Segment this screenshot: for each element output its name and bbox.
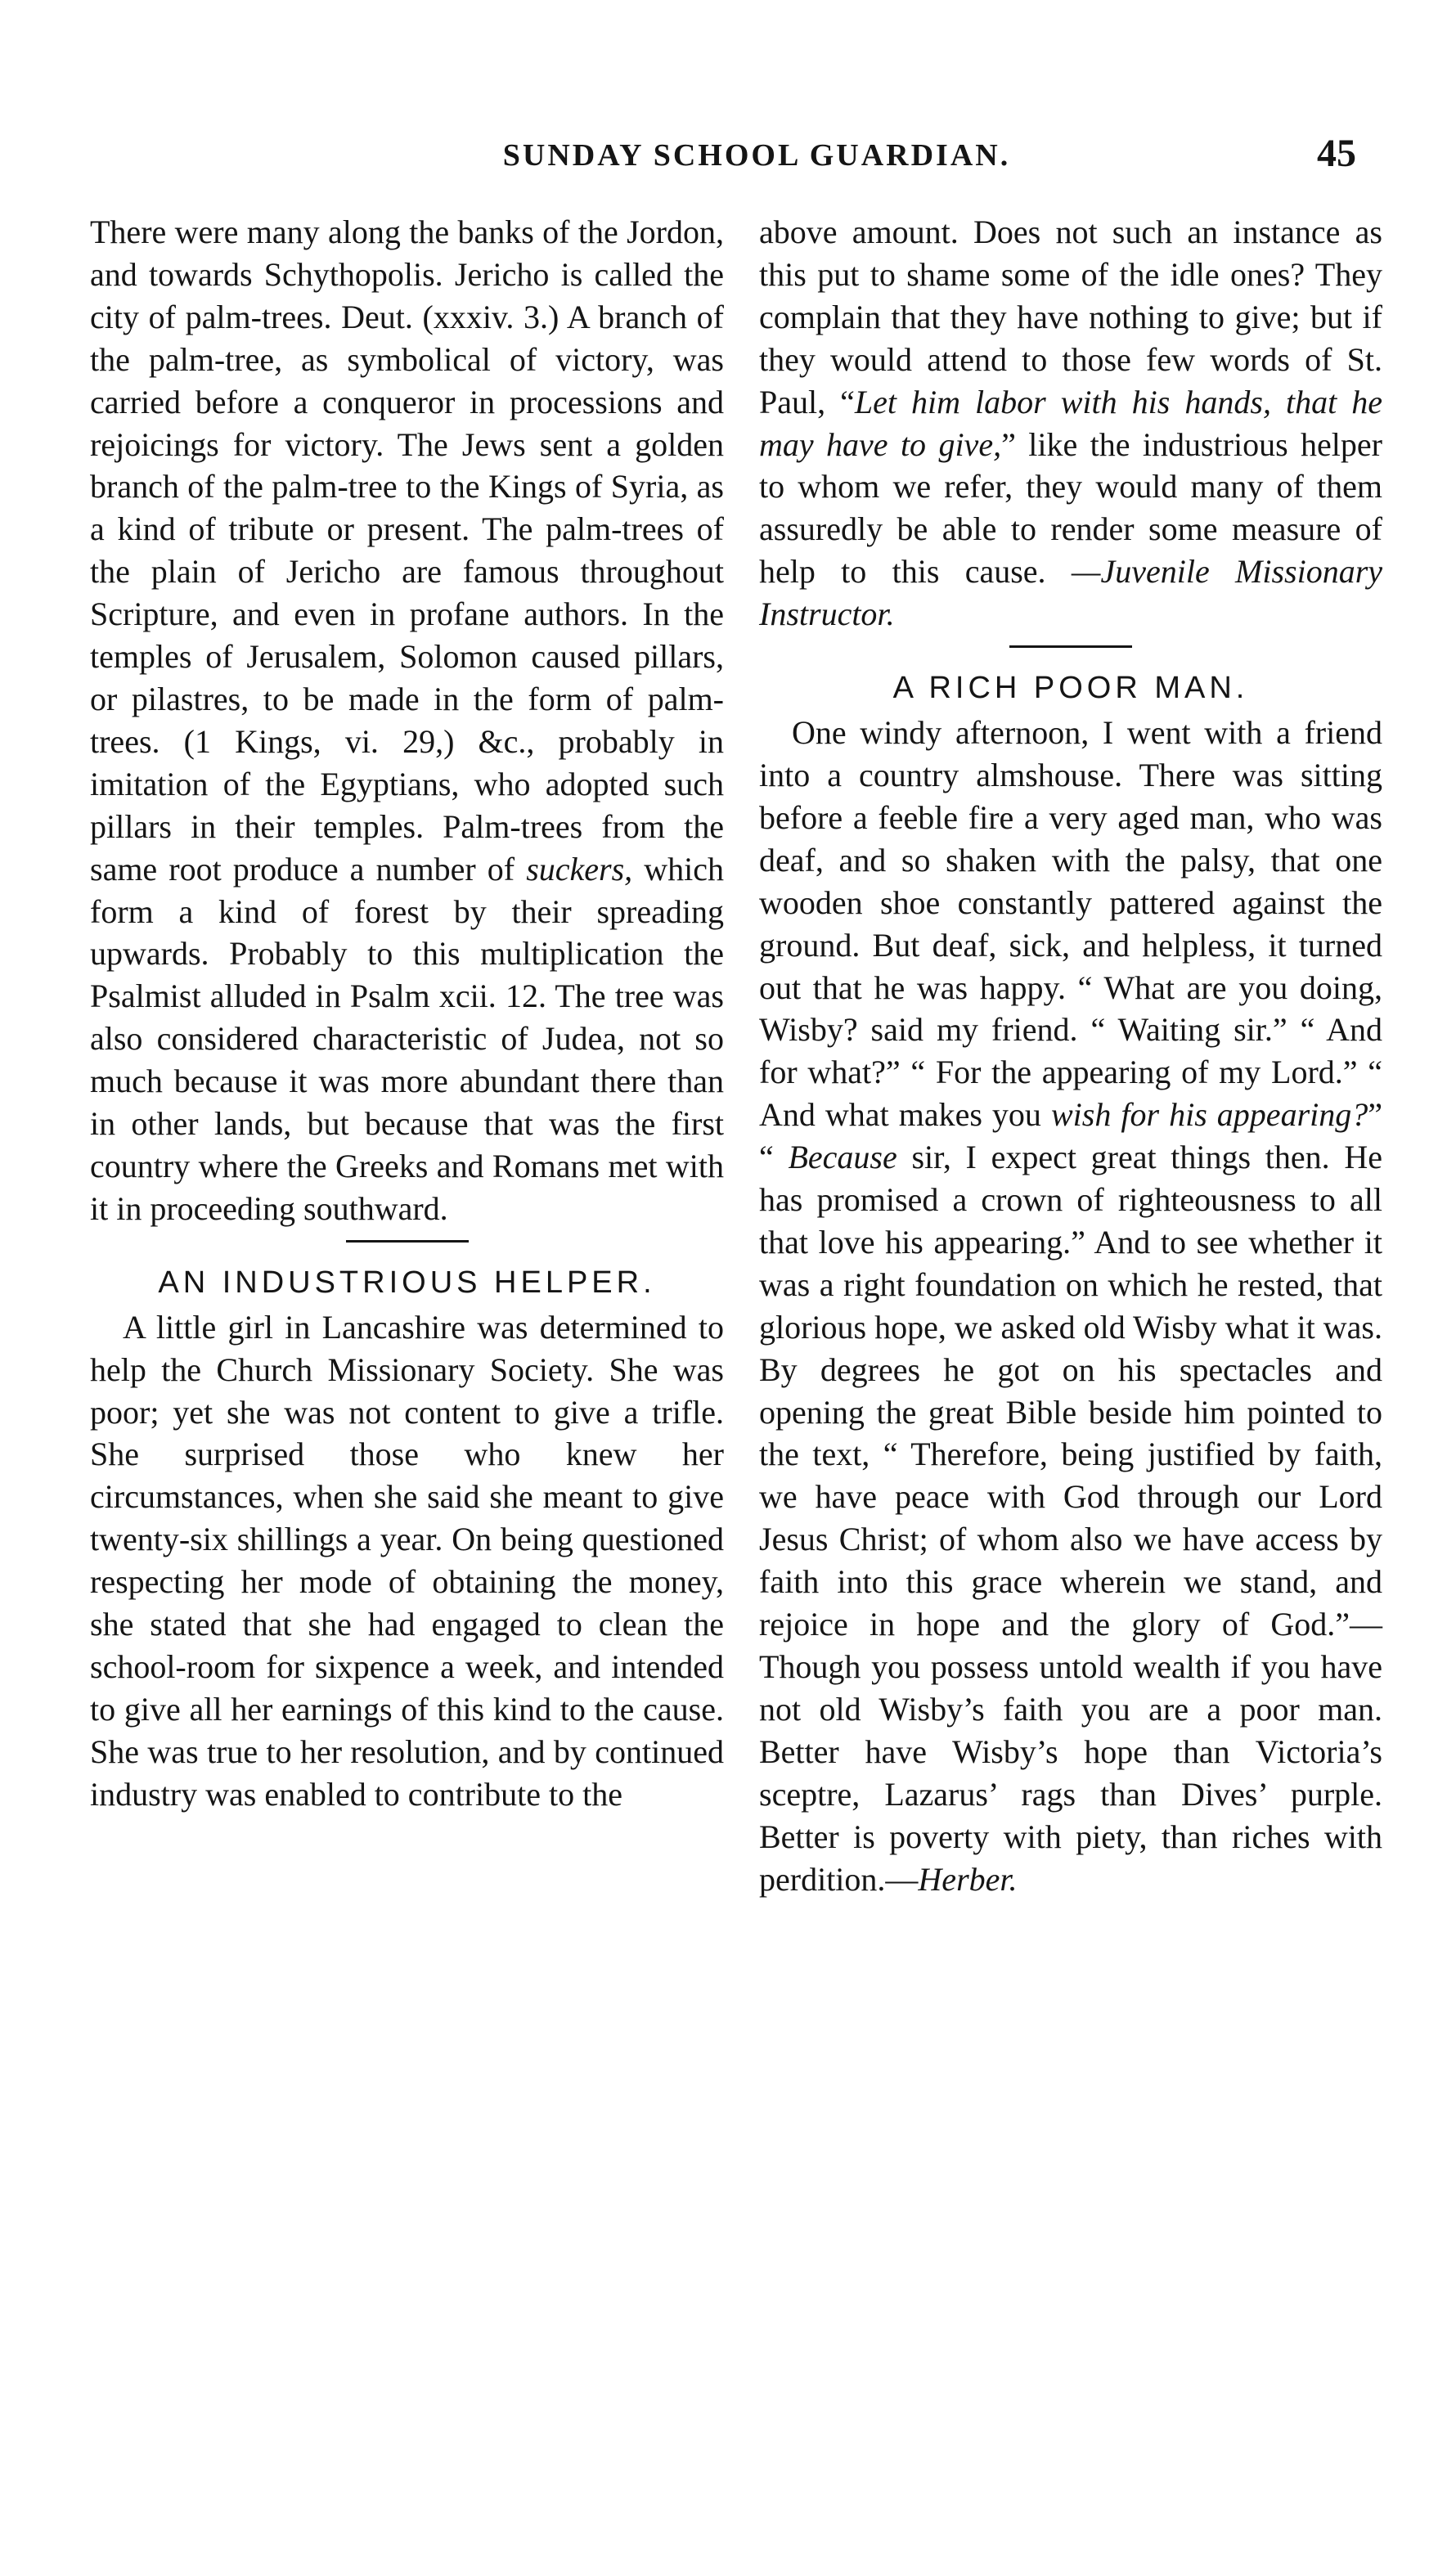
helper-cont-b: ” like the industrious helper to whom we refer, they would many of them assuredly be able to render some measure of help to this cause.: [759, 425, 1382, 591]
palm-text-cont: which form a kind of forest by their spreading upwards. Probably to this multiplication the Psalmist alluded in Psalm xcii. 12. The tree was also considered characteristic of Judea, not so much because it was more abundant there than in other lands, but because that was the first country where the Greeks and Romans met with it in proceeding southward.: [90, 850, 724, 1227]
rich-part-b: ” “: [759, 1096, 1383, 1176]
section-divider: [346, 1240, 469, 1243]
left-column: [90, 211, 724, 1816]
industrious-helper-paragraph: A little girl in Lancashire was determined to help the Church Missionary Society. She was poor; yet she was not content to give a trifle. She surprised those who knew her circumstances, when she said she meant to give twenty-six shillings a year. On being questioned respecting her mode of obtaining the money, she stated that she had engaged to clean the school-room for sixpence a week, and intended to give all her earnings of this kind to the cause. She was true to her resolution, and by continued industry was enabled to contribute to the: [90, 1308, 724, 1813]
helper-continuation-paragraph: [759, 211, 1382, 636]
rich-italic-a: wish for his appearing?: [1050, 1096, 1368, 1134]
running-title: SUNDAY SCHOOL GUARDIAN.: [502, 138, 1011, 173]
industrious-helper-heading: AN INDUSTRIOUS HELPER.: [158, 1265, 656, 1300]
palm-tree-paragraph: [90, 211, 724, 1230]
helper-cont-a: above amount. Does not such an instance as this put to shame some of the idle ones? They complain that they have nothing to give; but if they would attend to those few words of St. Paul, “: [759, 213, 1382, 420]
rich-part-c: sir, I expect great things then. He has promised a crown of righteousness to all that love his appearing.” And to see whether it was a right foundation on which he rested, that glorious hope, we asked old Wisby what it was. By degrees he got on his spectacles and opening the great Bible beside him pointed to the text, “ Therefore, being justified by faith, we have peace with God through our Lord Jesus Christ; of whom also we have access by faith into this grace wherein we stand, and rejoice in hope and the glory of God.”—Though you possess untold wealth if you have not old Wisby’s faith you are a poor man. Better have Wisby’s hope than Victoria’s sceptre, Lazarus’ rags than Dives’ purple. Better is poverty with piety, than riches with perdition.—: [759, 1139, 1382, 1898]
rich-part-a: One windy afternoon, I went with a friend into a country almshouse. There was sitting before a feeble fire a very aged man, who was deaf, and so shaken with the palsy, that one wooden shoe constantly pattered against the ground. But deaf, sick, and helpless, it turned out that he was happy. “ What are you doing, Wisby? said my friend. “ Waiting sir.” “ And for what?” “ For the appearing of my Lord.” “ And what makes you: [759, 714, 1382, 1134]
palm-text: There were many along the banks of the Jordon, and towards Schythopolis. Jericho is called the city of palm-trees. Deut. (xxxiv. 3.) A branch of the palm-tree, as symbolical of victory, was carried before a conqueror in processions and rejoicings for victory. The Jews sent a golden branch of the palm-tree to the Kings of Syria, as a kind of tribute or present. The palm-trees of the plain of Jericho are famous throughout Scripture, and even in profane authors. In the temples of Jerusalem, Solomon caused pillars, or pilastres, to be made in the form of palm-trees. (1 Kings, vi. 29,) &c., probably in imitation of the Egyptians, who adopted such pillars in their temples. Palm-trees from the same root produce a number of: [90, 213, 724, 888]
scripture-quote: Let him labor with his hands, that he may have to give,: [759, 383, 1382, 463]
rich-italic-b: Because: [788, 1139, 897, 1176]
right-column: [759, 211, 1382, 1900]
rich-source: Herber.: [918, 1860, 1018, 1898]
helper-source: —Juvenile Missionary Instructor.: [759, 553, 1383, 633]
suckers-emphasis: suckers,: [526, 850, 633, 888]
rich-poor-man-paragraph: [759, 712, 1382, 1900]
section-divider: [1009, 645, 1132, 648]
rich-poor-man-heading: A RICH POOR MAN.: [892, 671, 1249, 706]
page-number: 45: [1317, 132, 1356, 175]
